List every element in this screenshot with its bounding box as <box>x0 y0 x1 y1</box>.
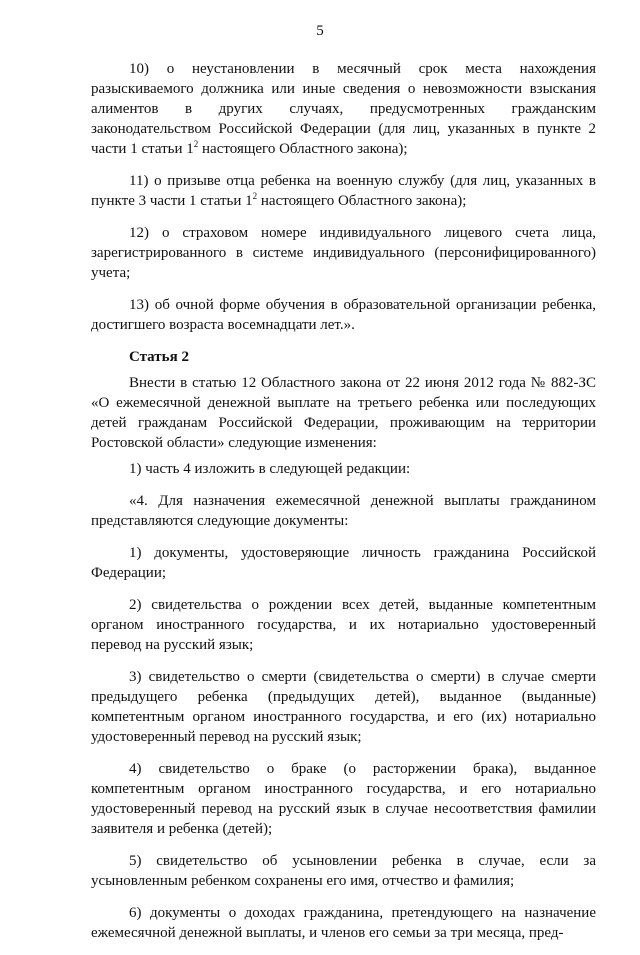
page-number: 5 <box>316 23 324 39</box>
paragraph: 5) свидетельство об усыновлении ребенка в случае, если за усыновленным ребенком сохранены его имя, отчество и фамилия; <box>91 853 596 889</box>
superscript: 2 <box>193 139 199 149</box>
list-item-11 <box>91 171 596 211</box>
paragraph: 4) свидетельство о браке (о расторжении брака), выданное компетентным органом иностранного государства, и его нотариально удостоверенный перевод на русский язык в случае несоответствия фамилии заявителя и ребенка (детей); <box>91 761 596 837</box>
list-item-10 <box>91 59 596 159</box>
paragraph: Внести в статью 12 Областного закона от 22 июня 2012 года № 882-ЗС «О ежемесячной денежной выплате на третьего ребенка или последующих детей гражданам Российской Федерации, проживающим на территории Ростовской области» следующие изменения: <box>91 375 596 451</box>
list-item-13: 13) об очной форме обучения в образовательной организации ребенка, достигшего возраста восемнадцати лет.». <box>91 297 596 333</box>
paragraph: 6) документы о доходах гражданина, претендующего на назначение ежемесячной денежной выплаты, и членов его семьи за три месяца, пред- <box>91 905 596 941</box>
article-heading: Статья 2 <box>129 349 189 365</box>
list-item-12: 12) о страховом номере индивидуального лицевого счета лица, зарегистрированного в системе индивидуального (персонифицированного) учета; <box>91 225 596 281</box>
list-item-text: 11) о призыве отца ребенка на военную службу (для лиц, указанных в пункте 3 части 1 статьи 1 <box>91 173 596 209</box>
list-item-text: настоящего Областного закона); <box>198 141 408 157</box>
paragraph: 1) документы, удостоверяющие личность гражданина Российской Федерации; <box>91 545 596 581</box>
list-item-text: настоящего Областного закона); <box>257 193 467 209</box>
paragraph: 3) свидетельство о смерти (свидетельства о смерти) в случае смерти предыдущего ребенка (предыдущих детей), выданное (выданные) компетентным органом иностранного государства, и его (их) нотариально удостоверенный перевод на русский язык; <box>91 669 596 745</box>
paragraph: «4. Для назначения ежемесячной денежной выплаты гражданином представляются следующие документы: <box>91 493 596 529</box>
list-item-text: 10) о неустановлении в месячный срок места нахождения разыскиваемого должника или иные сведения о невозможности взыскания алиментов в других случаях, предусмотренных гражданским законодательством Российской Федерации (для лиц, указанных в пункте 2 части 1 статьи 1 <box>91 61 596 157</box>
document-body <box>91 59 596 955</box>
paragraph: 2) свидетельства о рождении всех детей, выданные компетентным органом иностранного государства, и их нотариально удостоверенный перевод на русский язык; <box>91 597 596 653</box>
paragraph: 1) часть 4 изложить в следующей редакции: <box>129 461 411 477</box>
superscript: 2 <box>252 191 258 201</box>
